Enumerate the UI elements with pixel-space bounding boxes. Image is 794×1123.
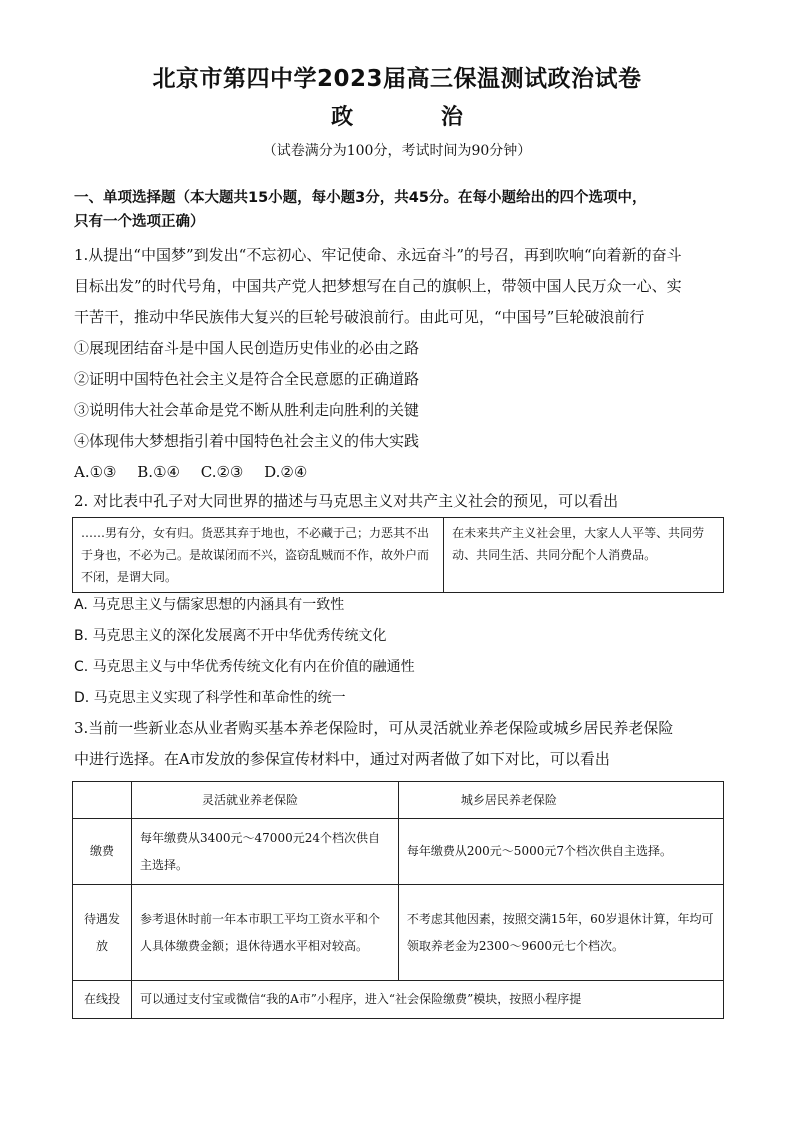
q2-option-a[interactable]: A. 马克思主义与儒家思想的内涵具有一致性 xyxy=(74,597,345,613)
q2-right-cell: 在未来共产主义社会里，大家人人平等、共同劳动、共同生活、共同分配个人消费品。 xyxy=(444,518,724,593)
q2-left-cell: ……男有分，女有归。货恶其弃于地也，不必藏于己；力恶其不出于身也，不必为己。是故谋闭而不兴，盗窃乱贼而不作，故外户而不闭，是谓大同。 xyxy=(73,518,444,593)
col-header-flexible: 灵活就业养老保险 xyxy=(132,782,399,819)
q2-options xyxy=(74,590,724,714)
col-header-rural: 城乡居民养老保险 xyxy=(398,782,723,819)
q1-item-3: ③说明伟大社会革命是党不断从胜利走向胜利的关键 xyxy=(74,401,420,419)
q2-option-c[interactable]: C. 马克思主义与中华优秀传统文化有内在价值的融通性 xyxy=(74,659,415,675)
table-row xyxy=(73,885,724,981)
row-header-payment: 缴费 xyxy=(73,819,132,885)
table-corner-cell xyxy=(73,782,132,819)
section-heading-line-1: 一、单项选择题（本大题共15小题，每小题3分，共45分。在每小题给出的四个选项中， xyxy=(74,190,647,206)
row-header-online: 在线投 xyxy=(73,981,132,1019)
q1-choice-d[interactable]: D.②④ xyxy=(264,463,308,481)
row-header-benefit: 待遇发放 xyxy=(73,885,132,981)
table-row xyxy=(73,819,724,885)
q3-stem-line-1: 3.当前一些新业态从业者购买基本养老保险时，可从灵活就业养老保险或城乡居民养老保险 xyxy=(74,719,674,737)
section-heading xyxy=(74,186,724,234)
table-cell: 参考退休时前一年本市职工平均工资水平和个人具体缴费金额；退休待遇水平相对较高。 xyxy=(132,885,399,981)
table-row xyxy=(73,981,724,1019)
q1-item-1: ①展现团结奋斗是中国人民创造历史伟业的必由之路 xyxy=(74,339,420,357)
q1-choice-a[interactable]: A.①③ xyxy=(74,463,117,481)
q1-item-4: ④体现伟大梦想指引着中国特色社会主义的伟大实践 xyxy=(74,432,420,450)
q2-comparison-table xyxy=(72,517,724,593)
subject-title: 政 治 xyxy=(331,105,503,130)
question-3 xyxy=(74,713,724,775)
q1-item-2: ②证明中国特色社会主义是符合全民意愿的正确道路 xyxy=(74,370,420,388)
exam-title: 北京市第四中学2023届高三保温测试政治试卷 xyxy=(152,66,642,92)
q1-stem-line-2: 目标出发”的时代号角，中国共产党人把梦想写在自己的旗帜上，带领中国人民万众一心、实 xyxy=(74,277,682,295)
q2-option-b[interactable]: B. 马克思主义的深化发展离不开中华优秀传统文化 xyxy=(74,628,387,644)
table-row xyxy=(73,518,724,593)
section-heading-line-2: 只有一个选项正确） xyxy=(74,214,205,230)
table-cell: 可以通过支付宝或微信“我的A市”小程序，进入“社会保险缴费”模块，按照小程序提 xyxy=(132,981,724,1019)
q1-choices xyxy=(74,457,724,488)
table-cell: 不考虑其他因素，按照交满15年，60岁退休计算，年均可领取养老金为2300～9600元七个档次。 xyxy=(398,885,723,981)
table-header-row xyxy=(73,782,724,819)
table-cell: 每年缴费从3400元～47000元24个档次供自主选择。 xyxy=(132,819,399,885)
q3-comparison-table xyxy=(72,781,724,1019)
q1-stem-line-1: 1.从提出“中国梦”到发出“不忘初心、牢记使命、永远奋斗”的号召，再到吹响“向着新的奋斗 xyxy=(74,246,682,264)
q2-stem: 2. 对比表中孔子对大同世界的描述与马克思主义对共产主义社会的预见，可以看出 xyxy=(74,492,619,510)
q3-stem-line-2: 中进行选择。在A市发放的参保宣传材料中，通过对两者做了如下对比，可以看出 xyxy=(74,750,610,768)
question-1 xyxy=(74,240,724,488)
exam-note: （试卷满分为100分，考试时间为90分钟） xyxy=(262,143,532,159)
q2-option-d[interactable]: D. 马克思主义实现了科学性和革命性的统一 xyxy=(74,690,346,706)
table-cell: 每年缴费从200元～5000元7个档次供自主选择。 xyxy=(398,819,723,885)
q1-stem-line-3: 干苦干，推动中华民族伟大复兴的巨轮号破浪前行。由此可见，“中国号”巨轮破浪前行 xyxy=(74,308,645,326)
q1-choice-c[interactable]: C.②③ xyxy=(200,463,244,481)
q1-choice-b[interactable]: B.①④ xyxy=(137,463,180,481)
